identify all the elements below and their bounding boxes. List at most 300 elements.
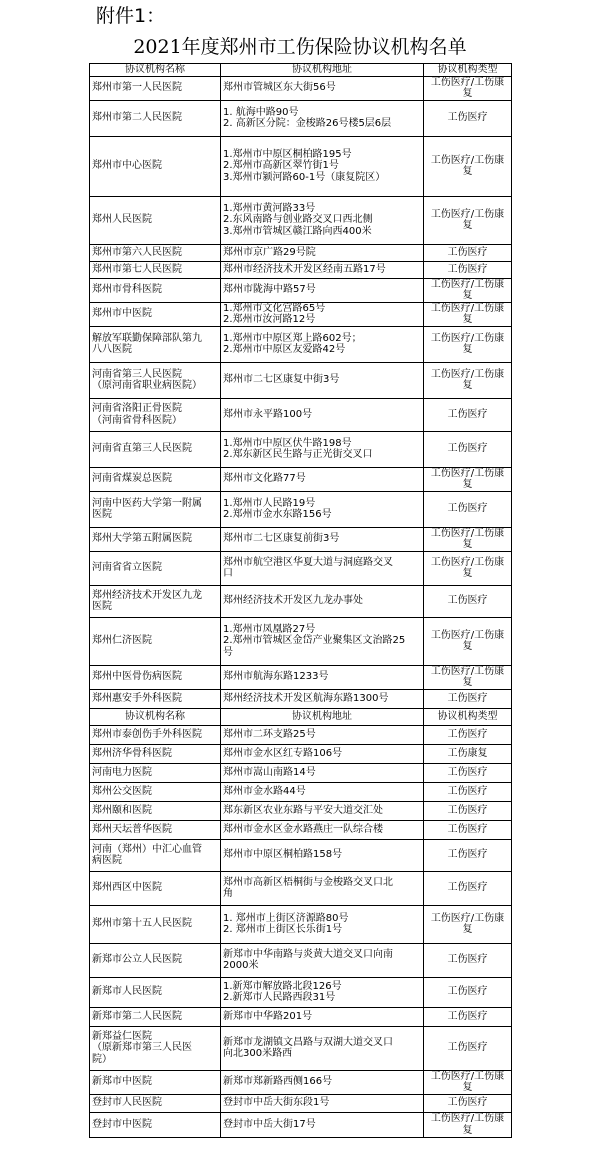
cell-line: 工伤医疗: [447, 804, 488, 816]
institution-name: [90, 491, 221, 527]
table-row: [90, 665, 512, 689]
cell-line: 郑州市泰创伤手外科医院: [92, 728, 202, 740]
cell-line: 河南省煤炭总医院: [92, 473, 172, 485]
cell-line: 协议机构类型: [437, 710, 498, 722]
cell-line: 河南省洛阳正骨医院: [92, 403, 182, 414]
table-row: [90, 261, 512, 278]
cell-line: 医院: [92, 601, 112, 612]
table-row: [90, 585, 512, 617]
table-row: [90, 302, 512, 326]
cell-line: 复: [462, 166, 473, 177]
cell-line: 复: [462, 1082, 473, 1093]
institution-type: [424, 689, 512, 708]
cell-line: 协议机构名称: [125, 64, 185, 75]
institution-address: [221, 744, 424, 763]
institution-address: [221, 1112, 424, 1137]
cell-line: 复: [462, 924, 473, 935]
cell-line: 河南省省立医院: [92, 562, 162, 574]
cell-line: 新郑市中华路201号: [223, 1010, 313, 1022]
cell-line: 复: [462, 641, 473, 652]
institution-address: [221, 362, 424, 398]
cell-line: 号: [223, 646, 233, 658]
institution-name: [90, 261, 221, 278]
cell-line: 工伤医疗/工伤康: [430, 154, 505, 166]
cell-line: 3.郑州市颍河路60-1号（康复院区）: [223, 171, 386, 183]
institution-address: [221, 244, 424, 261]
cell-line: 工伤医疗: [447, 882, 488, 894]
institution-type: [424, 398, 512, 431]
cell-line: 郑州市中医院: [92, 308, 152, 320]
institution-address: [221, 943, 424, 977]
institution-name: [90, 1026, 221, 1070]
institution-type: [424, 551, 512, 585]
institution-address: [221, 551, 424, 585]
cell-line: 病医院: [92, 855, 122, 866]
institution-address: [221, 398, 424, 431]
institution-address: [221, 1070, 424, 1094]
cell-line: 2.郑州市高新区翠竹街1号: [223, 160, 339, 172]
institution-address: [221, 491, 424, 527]
cell-line: 郑州公交医院: [92, 785, 152, 797]
institution-type: [424, 1112, 512, 1137]
cell-line: 郑州济华骨科医院: [92, 747, 172, 759]
cell-line: 2.郑州市中原区友爱路42号: [223, 344, 346, 355]
institution-address: [221, 302, 424, 326]
cell-line: 郑州市永平路100号: [223, 408, 313, 420]
document-title: 2021年度郑州市工伤保险协议机构名单: [133, 36, 467, 58]
institution-address: [221, 725, 424, 744]
institution-type: [424, 431, 512, 467]
cell-line: 工伤医疗/工伤康: [430, 368, 505, 380]
cell-line: 郑州经济技术开发区九龙: [92, 589, 202, 601]
cell-line: 工伤医疗/工伤康: [430, 278, 505, 290]
cell-line: 2.郑州市汝河路12号: [223, 314, 316, 325]
institution-name: [90, 136, 221, 196]
institution-name: [90, 763, 221, 782]
institution-type: [424, 1026, 512, 1070]
cell-line: 3.郑州市管城区赣江路向西400米: [223, 225, 372, 237]
cell-line: 工伤医疗: [447, 849, 488, 861]
cell-line: 口: [223, 568, 233, 579]
institution-address: [221, 1007, 424, 1026]
cell-line: 郑州惠安手外科医院: [92, 692, 182, 704]
cell-line: 河南电力医院: [92, 766, 152, 778]
institution-type: [424, 1007, 512, 1026]
institution-type: [424, 302, 512, 326]
cell-line: 复: [462, 479, 473, 490]
table-row: [90, 467, 512, 491]
table-row: [90, 744, 512, 763]
institution-type: [424, 76, 512, 100]
cell-line: （原河南省职业病医院）: [92, 380, 202, 391]
cell-line: 郑州市管城区东大街56号: [223, 82, 336, 94]
column-header: [221, 64, 424, 77]
table-row: [90, 801, 512, 820]
table-row: [90, 551, 512, 585]
institution-address: [221, 278, 424, 302]
cell-line: 郑州市文化路77号: [223, 473, 306, 485]
cell-line: 1.郑州市人民路19号: [223, 497, 316, 509]
institution-name: [90, 196, 221, 244]
institution-type: [424, 665, 512, 689]
cell-line: 复: [462, 314, 473, 325]
institution-name: [90, 1112, 221, 1137]
table-row: [90, 689, 512, 708]
cell-line: 2.郑东新区民生路与正光街交叉口: [223, 449, 373, 460]
cell-line: 1.郑州市文化宫路65号: [223, 302, 326, 314]
cell-line: 工伤医疗: [447, 728, 488, 740]
institution-address: [221, 839, 424, 871]
institution-address: [221, 1026, 424, 1070]
cell-line: 郑州市第七人民医院: [92, 263, 182, 275]
institution-name: [90, 585, 221, 617]
cell-line: 2000米: [223, 960, 259, 971]
cell-line: 工伤医疗: [447, 503, 488, 515]
institution-name: [90, 871, 221, 905]
cell-line: 工伤医疗: [447, 692, 488, 704]
table-row: [90, 244, 512, 261]
institution-type: [424, 491, 512, 527]
institution-name: [90, 527, 221, 551]
cell-line: 工伤医疗: [447, 823, 488, 835]
institution-address: [221, 1094, 424, 1112]
institution-type: [424, 725, 512, 744]
institution-name: [90, 665, 221, 689]
institution-type: [424, 1070, 512, 1094]
cell-line: 复: [462, 380, 473, 391]
cell-line: 工伤医疗: [447, 954, 488, 966]
institution-name: [90, 1007, 221, 1026]
table-row: [90, 362, 512, 398]
institution-type: [424, 527, 512, 551]
institution-name: [90, 76, 221, 100]
institution-table: [89, 63, 512, 1138]
cell-line: 角: [223, 888, 233, 899]
institution-type: [424, 244, 512, 261]
cell-line: 郑州市经济技术开发区经南五路17号: [223, 263, 386, 275]
cell-line: 工伤医疗/工伤康: [430, 629, 505, 641]
institution-type: [424, 362, 512, 398]
cell-line: 工伤医疗/工伤康: [430, 1070, 505, 1082]
institution-name: [90, 725, 221, 744]
table-row: [90, 1026, 512, 1070]
institution-type: [424, 839, 512, 871]
table-row: [90, 839, 512, 871]
cell-line: 新郑市中医院: [92, 1076, 152, 1088]
cell-line: 郑州颐和医院: [92, 804, 152, 816]
cell-line: 新郑市第二人民医院: [92, 1010, 182, 1022]
institution-address: [221, 527, 424, 551]
cell-line: 工伤医疗/工伤康: [430, 665, 505, 677]
cell-line: 工伤医疗/工伤康: [430, 527, 505, 539]
cell-line: 郑州天坛普华医院: [92, 823, 172, 835]
table-row: [90, 763, 512, 782]
cell-line: 登封市人民医院: [92, 1097, 162, 1109]
cell-line: 工伤医疗: [447, 595, 488, 607]
cell-line: 新郑市龙湖镇文昌路与双湖大道交叉口: [223, 1036, 393, 1048]
cell-line: 河南省直第三人民医院: [92, 443, 192, 455]
cell-line: 郑州市航海东路1233号: [223, 671, 329, 683]
cell-line: 登封市中医院: [92, 1118, 152, 1130]
column-header: [424, 708, 512, 725]
cell-line: （河南省骨科医院）: [92, 414, 182, 426]
cell-line: 工伤医疗: [447, 246, 488, 258]
table-row: [90, 871, 512, 905]
table-row: [90, 1112, 512, 1137]
cell-line: 1.郑州市中原区桐柏路195号: [223, 148, 352, 160]
cell-line: 1.新郑市解放路北段126号: [223, 980, 342, 992]
institution-address: [221, 871, 424, 905]
cell-line: 复: [462, 539, 473, 550]
institution-type: [424, 617, 512, 665]
institution-name: [90, 977, 221, 1007]
institution-address: [221, 782, 424, 801]
institution-name: [90, 801, 221, 820]
table-row: [90, 905, 512, 943]
institution-address: [221, 689, 424, 708]
institution-name: [90, 431, 221, 467]
column-header: [90, 708, 221, 725]
table-row: [90, 326, 512, 362]
cell-line: 复: [462, 344, 473, 355]
cell-line: 郑州市第十五人民医院: [92, 918, 192, 930]
cell-line: 郑州西区中医院: [92, 882, 162, 894]
cell-line: 郑州人民医院: [92, 214, 152, 226]
institution-type: [424, 278, 512, 302]
cell-line: 复: [462, 220, 473, 231]
table-row: [90, 725, 512, 744]
cell-line: 郑州市中原区桐柏路158号: [223, 849, 343, 861]
institution-address: [221, 196, 424, 244]
institution-name: [90, 326, 221, 362]
cell-line: 复: [462, 568, 473, 579]
institution-name: [90, 100, 221, 136]
cell-line: 工伤医疗: [447, 986, 488, 998]
institution-name: [90, 782, 221, 801]
cell-line: 2.新郑市人民路西段31号: [223, 992, 336, 1003]
cell-line: 郑州中医骨伤病医院: [92, 671, 182, 683]
cell-line: 解放军联勤保障部队第九: [92, 332, 202, 344]
institution-type: [424, 261, 512, 278]
table-row: [90, 527, 512, 551]
cell-line: 1.郑州市黄河路33号: [223, 202, 316, 214]
institution-address: [221, 467, 424, 491]
cell-line: 郑州市嵩山南路14号: [223, 766, 316, 778]
cell-line: 2.郑州市金水东路156号: [223, 509, 332, 520]
table-row: [90, 1007, 512, 1026]
cell-line: 河南中医药大学第一附属: [92, 497, 202, 509]
cell-line: 郑州市中心医院: [92, 160, 162, 172]
institution-name: [90, 278, 221, 302]
institution-address: [221, 617, 424, 665]
table-row: [90, 76, 512, 100]
cell-line: 郑州市二七区康复中街3号: [223, 374, 340, 386]
cell-line: 1.郑州市中原区伏牛路198号: [223, 437, 352, 449]
institution-type: [424, 136, 512, 196]
cell-line: 登封市中岳大街东段1号: [223, 1097, 330, 1109]
table-row: [90, 100, 512, 136]
institution-name: [90, 839, 221, 871]
cell-line: 郑州市二环支路25号: [223, 728, 316, 740]
table-row: [90, 617, 512, 665]
table-row: [90, 977, 512, 1007]
cell-line: 郑州市第六人民医院: [92, 246, 182, 258]
institution-address: [221, 136, 424, 196]
cell-line: 工伤医疗: [447, 112, 488, 124]
cell-line: 工伤医疗: [447, 408, 488, 420]
table-row: [90, 278, 512, 302]
table-row: [90, 398, 512, 431]
institution-address: [221, 977, 424, 1007]
institution-name: [90, 820, 221, 839]
cell-line: 1. 郑州市上街区济源路80号: [223, 912, 349, 924]
cell-line: 工伤医疗/工伤康: [430, 208, 505, 220]
institution-address: [221, 585, 424, 617]
institution-type: [424, 1094, 512, 1112]
attachment-label: 附件1：: [96, 5, 166, 27]
cell-line: 河南（郑州）中汇心血管: [92, 843, 202, 855]
institution-address: [221, 763, 424, 782]
institution-name: [90, 744, 221, 763]
institution-address: [221, 820, 424, 839]
table-row: [90, 196, 512, 244]
table-row: [90, 136, 512, 196]
institution-type: [424, 585, 512, 617]
institution-address: [221, 326, 424, 362]
cell-line: 复: [462, 88, 473, 99]
institution-address: [221, 431, 424, 467]
table-row: [90, 1094, 512, 1112]
cell-line: 郑州市二七区康复前街3号: [223, 533, 340, 545]
column-header: [424, 64, 512, 77]
institution-address: [221, 905, 424, 943]
institution-type: [424, 871, 512, 905]
institution-type: [424, 100, 512, 136]
cell-line: 工伤医疗: [447, 1097, 488, 1109]
cell-line: 郑州大学第五附属医院: [92, 533, 192, 545]
table-row: [90, 943, 512, 977]
institution-type: [424, 467, 512, 491]
institution-type: [424, 977, 512, 1007]
cell-line: 复: [462, 290, 473, 301]
institution-address: [221, 801, 424, 820]
cell-line: 郑州市金水区红专路106号: [223, 747, 343, 759]
cell-line: 郑州市京广路29号院: [223, 246, 316, 258]
cell-line: 郑州市陇海中路57号: [223, 284, 316, 296]
cell-line: 院）: [92, 1053, 112, 1065]
institution-type: [424, 763, 512, 782]
cell-line: 1. 航海中路90号: [223, 106, 299, 118]
cell-line: 工伤医疗: [447, 785, 488, 797]
cell-line: 郑州市第一人民医院: [92, 82, 182, 94]
institution-type: [424, 782, 512, 801]
cell-line: 向北300米路西: [223, 1048, 293, 1059]
cell-line: 郑州市高新区梧桐街与金梭路交叉口北: [223, 876, 393, 888]
cell-line: 2.东风南路与创业路交叉口西北侧: [223, 214, 373, 226]
institution-type: [424, 801, 512, 820]
institution-address: [221, 76, 424, 100]
institution-name: [90, 943, 221, 977]
table-row: [90, 491, 512, 527]
institution-type: [424, 905, 512, 943]
cell-line: 2. 高新区分院：金梭路26号楼5层6层: [223, 118, 392, 129]
institution-name: [90, 362, 221, 398]
institution-name: [90, 1094, 221, 1112]
institution-name: [90, 244, 221, 261]
cell-line: 郑州仁济医院: [92, 635, 152, 647]
cell-line: 郑东新区农业东路与平安大道交汇处: [223, 804, 383, 816]
cell-line: 医院: [92, 509, 112, 520]
cell-line: 工伤医疗/工伤康: [430, 332, 505, 344]
cell-line: 郑州市骨科医院: [92, 284, 162, 296]
table-row: [90, 1070, 512, 1094]
institution-name: [90, 551, 221, 585]
cell-line: 工伤医疗: [447, 1010, 488, 1022]
institution-name: [90, 689, 221, 708]
cell-line: 工伤医疗/工伤康: [430, 912, 505, 924]
cell-line: 郑州市航空港区华夏大道与洞庭路交叉: [223, 556, 393, 568]
cell-line: 工伤医疗/工伤康: [430, 467, 505, 479]
institution-type: [424, 196, 512, 244]
table-row: [90, 782, 512, 801]
table-row: [90, 431, 512, 467]
institution-address: [221, 261, 424, 278]
cell-line: 1.郑州市凤凰路27号: [223, 623, 316, 635]
cell-line: 新郑市公立人民医院: [92, 954, 182, 966]
cell-line: 工伤医疗: [447, 263, 488, 275]
cell-line: 郑州市金水路44号: [223, 785, 306, 797]
column-header: [221, 708, 424, 725]
cell-line: 复: [462, 1124, 473, 1136]
cell-line: 1.郑州市中原区郑上路602号；: [223, 332, 362, 344]
table-header-row: [90, 708, 512, 725]
institution-type: [424, 744, 512, 763]
institution-type: [424, 326, 512, 362]
cell-line: 工伤医疗/工伤康: [430, 76, 505, 88]
cell-line: 新郑市郑新路西侧166号: [223, 1076, 333, 1088]
cell-line: 工伤康复: [447, 747, 488, 759]
institution-type: [424, 820, 512, 839]
institution-address: [221, 665, 424, 689]
cell-line: 河南省第三人民医院: [92, 368, 182, 380]
cell-line: 协议机构名称: [125, 710, 185, 722]
cell-line: 工伤医疗: [447, 766, 488, 778]
cell-line: 郑州经济技术开发区九龙办事处: [223, 595, 363, 607]
institution-name: [90, 905, 221, 943]
institution-name: [90, 467, 221, 491]
institution-name: [90, 1070, 221, 1094]
cell-line: 协议机构地址: [292, 64, 352, 75]
institution-name: [90, 398, 221, 431]
cell-line: （原新郑市第三人民医: [92, 1042, 192, 1054]
cell-line: 新郑市中华南路与炎黄大道交叉口向南: [223, 948, 393, 960]
cell-line: 新郑市人民医院: [92, 986, 162, 998]
column-header: [90, 64, 221, 77]
cell-line: 工伤医疗/工伤康: [430, 1113, 505, 1124]
cell-line: 工伤医疗: [447, 443, 488, 455]
cell-line: 郑州市第二人民医院: [92, 112, 182, 124]
cell-line: 工伤医疗/工伤康: [430, 302, 505, 314]
cell-line: 郑州经济技术开发区航海东路1300号: [223, 692, 389, 704]
cell-line: 登封市中岳大街17号: [223, 1118, 316, 1130]
cell-line: 新郑益仁医院: [92, 1030, 152, 1042]
cell-line: 工伤医疗/工伤康: [430, 556, 505, 568]
institution-type: [424, 943, 512, 977]
cell-line: 复: [462, 677, 473, 688]
cell-line: 协议机构地址: [292, 710, 352, 722]
institution-address: [221, 100, 424, 136]
cell-line: 协议机构类型: [437, 64, 498, 75]
